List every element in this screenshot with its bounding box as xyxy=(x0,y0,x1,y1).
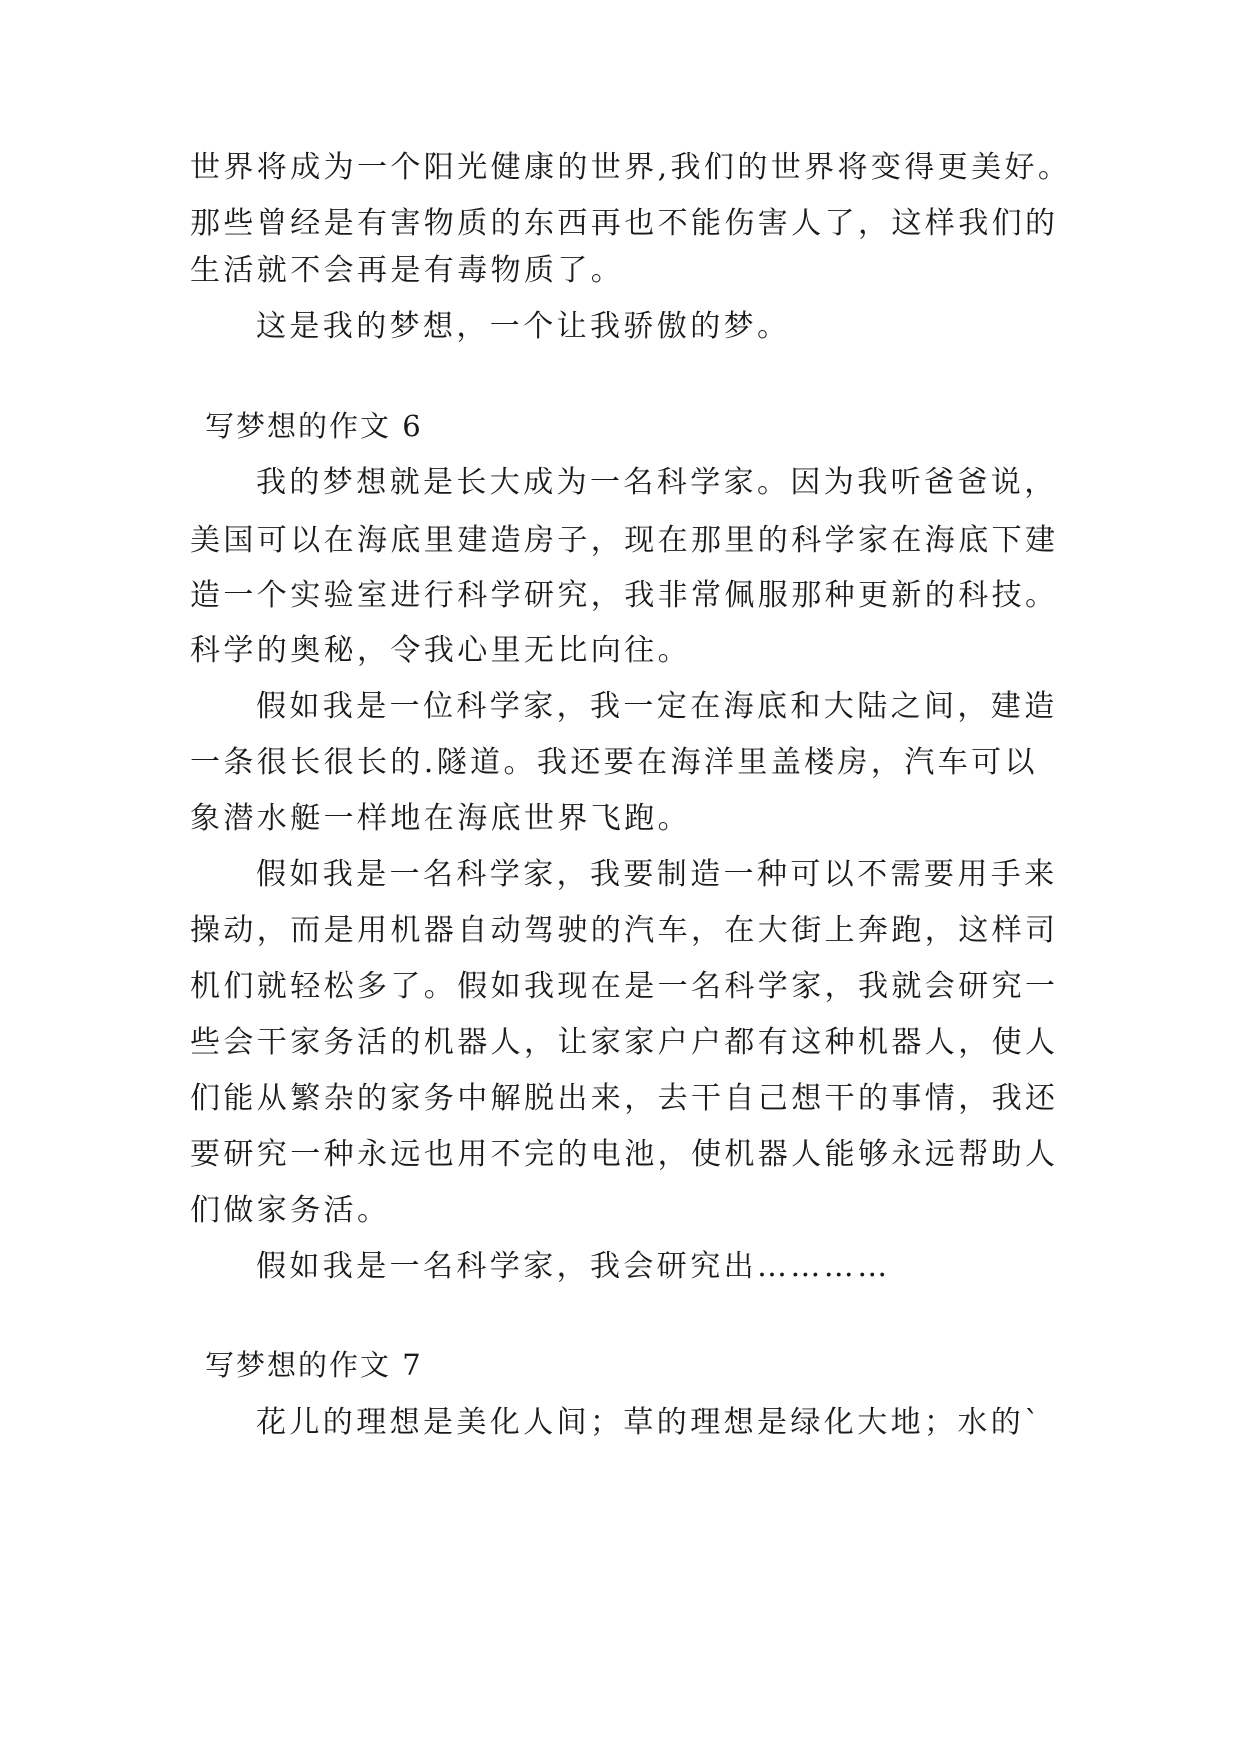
paragraph-line: 假如我是一位科学家，我一定在海底和大陆之间，建造 xyxy=(256,689,1058,724)
paragraph-line: 些会干家务活的机器人，让家家户户都有这种机器人，使人 xyxy=(190,1025,1059,1060)
paragraph-line: 假如我是一名科学家，我会研究出………… xyxy=(256,1249,891,1284)
paragraph-line: 我的梦想就是长大成为一名科学家。因为我听爸爸说， xyxy=(256,465,1058,500)
paragraph-line: 假如我是一名科学家，我要制造一种可以不需要用手来 xyxy=(256,857,1058,892)
paragraph-line: 象潜水艇一样地在海底世界飞跑。 xyxy=(190,801,691,836)
paragraph-line: 这是我的梦想，一个让我骄傲的梦。 xyxy=(256,309,791,344)
paragraph-line: 世界将成为一个阳光健康的世界,我们的世界将变得更美好。 xyxy=(190,150,1072,185)
paragraph-line: 一条很长很长的.隧道。我还要在海洋里盖楼房，汽车可以 xyxy=(190,745,1038,780)
paragraph-line: 们能从繁杂的家务中解脱出来，去干自己想干的事情，我还 xyxy=(190,1081,1059,1116)
paragraph-line: 花儿的理想是美化人间；草的理想是绿化大地；水的` xyxy=(256,1405,1043,1440)
essay-heading: 写梦想的作文 6 xyxy=(205,409,423,443)
essay-heading: 写梦想的作文 7 xyxy=(205,1348,423,1382)
paragraph-line: 生活就不会再是有毒物质了。 xyxy=(190,253,625,288)
paragraph-line: 们做家务活。 xyxy=(190,1193,391,1228)
paragraph-line: 机们就轻松多了。假如我现在是一名科学家，我就会研究一 xyxy=(190,969,1059,1004)
paragraph-line: 科学的奥秘，令我心里无比向往。 xyxy=(190,633,691,668)
paragraph-line: 操动，而是用机器自动驾驶的汽车，在大街上奔跑，这样司 xyxy=(190,913,1059,948)
paragraph-line: 美国可以在海底里建造房子，现在那里的科学家在海底下建 xyxy=(190,523,1059,558)
paragraph-line: 要研究一种永远也用不完的电池，使机器人能够永远帮助人 xyxy=(190,1137,1059,1172)
paragraph-line: 造一个实验室进行科学研究，我非常佩服那种更新的科技。 xyxy=(190,578,1059,613)
paragraph-line: 那些曾经是有害物质的东西再也不能伤害人了，这样我们的 xyxy=(190,206,1059,241)
